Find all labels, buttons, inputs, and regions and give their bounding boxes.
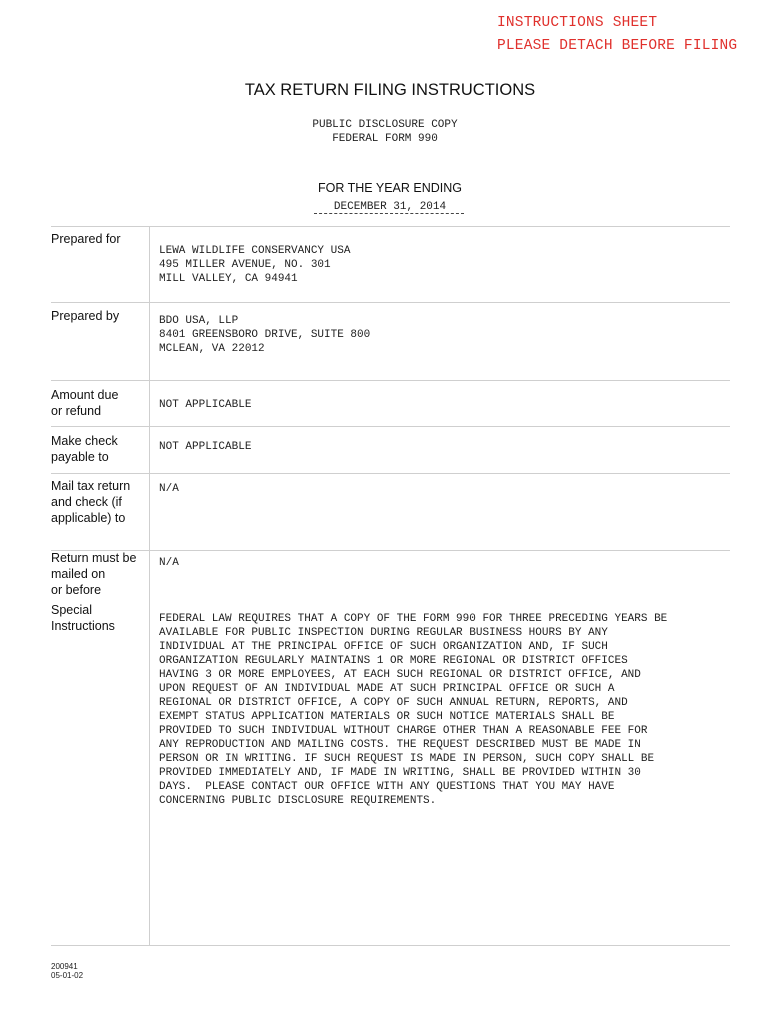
year-date-underline: [314, 213, 464, 214]
make-check-value: NOT APPLICABLE: [159, 441, 252, 453]
subtitle-line-2: FEDERAL FORM 990: [332, 133, 438, 145]
special-instructions-label: Special Instructions: [51, 603, 115, 633]
row-divider: [51, 473, 730, 474]
amount-due-label: Amount due or refund: [51, 388, 119, 418]
return-mailed-by-value: N/A: [159, 557, 179, 569]
prepared-for-value: LEWA WILDLIFE CONSERVANCY USA 495 MILLER AVENUE, NO. 301 MILL VALLEY, CA 94941: [159, 245, 351, 285]
mail-tax-return-label: Mail tax return and check (if applicable) to: [51, 479, 131, 525]
row-divider: [51, 302, 730, 303]
stamp-line-2: PLEASE DETACH BEFORE FILING: [497, 38, 738, 54]
row-divider: [51, 426, 730, 427]
form-code-footer: [51, 962, 83, 980]
form-code-line-2: 05-01-02: [51, 971, 84, 980]
page-title: TAX RETURN FILING INSTRUCTIONS: [244, 81, 536, 99]
row-divider: [51, 226, 730, 227]
stamp-line-1: INSTRUCTIONS SHEET: [497, 15, 658, 31]
row-divider: [51, 550, 730, 551]
prepared-by-value: BDO USA, LLP 8401 GREENSBORO DRIVE, SUITE 800 MCLEAN, VA 22012: [159, 315, 371, 355]
return-mailed-by-label: Return must be mailed on or before: [51, 551, 137, 597]
make-check-label: Make check payable to: [51, 434, 118, 464]
year-ending-label: FOR THE YEAR ENDING: [317, 181, 462, 195]
prepared-for-label: Prepared for: [51, 232, 121, 246]
page-subtitle: [0, 118, 770, 146]
label-column-divider: [149, 226, 150, 946]
form-code-line-1: 200941: [51, 962, 78, 971]
instructions-sheet-stamp: [497, 12, 737, 58]
row-divider: [51, 380, 730, 381]
prepared-by-label: Prepared by: [51, 309, 120, 323]
special-instructions-text: FEDERAL LAW REQUIRES THAT A COPY OF THE FORM 990 FOR THREE PRECEDING YEARS BE AVAILABLE FOR PUBLIC INSPECTION DURING REGULAR BUSINESS HOURS BY ANY INDIVIDUAL AT THE PRINCIPAL OFFICE OF SUCH ORGANIZATION AND, IF SUCH ORGANIZATION REGULARLY MAINTAINS 1 OR MORE REGIONAL OR DISTRICT OFFICES HAVING 3 OR MORE EMPLOYEES, AT EACH SUCH REGIONAL OR DISTRICT OFFICE, AND UPON REQUEST OF AN INDIVIDUAL MADE AT SUCH PRINCIPAL OFFICE OR SUCH A REGIONAL OR DISTRICT OFFICE, A COPY OF SUCH ANNUAL RETURN, REPORTS, AND EXEMPT STATUS APPLICATION MATERIALS OR SUCH NOTICE MATERIALS SHALL BE PROVIDED TO SUCH INDIVIDUAL WITHOUT CHARGE OTHER THAN A REASONABLE FEE FOR ANY REPRODUCTION AND MAILING COSTS. THE REQUEST DESCRIBED MUST BE MADE IN PERSON OR IN WRITING. IF SUCH REQUEST IS MADE IN PERSON, SUCH COPY SHALL BE PROVIDED IMMEDIATELY AND, IF MADE IN WRITING, SHALL BE PROVIDED WITHIN 30 DAYS. PLEASE CONTACT OUR OFFICE WITH ANY QUESTIONS THAT YOU MAY HAVE CONCERNING PUBLIC DISCLOSURE REQUIREMENTS.: [159, 613, 668, 807]
year-ending-date: DECEMBER 31, 2014: [333, 201, 447, 213]
mail-tax-return-value: N/A: [159, 483, 179, 495]
subtitle-line-1: PUBLIC DISCLOSURE COPY: [312, 119, 458, 131]
row-divider: [51, 945, 730, 946]
amount-due-value: NOT APPLICABLE: [159, 399, 252, 411]
